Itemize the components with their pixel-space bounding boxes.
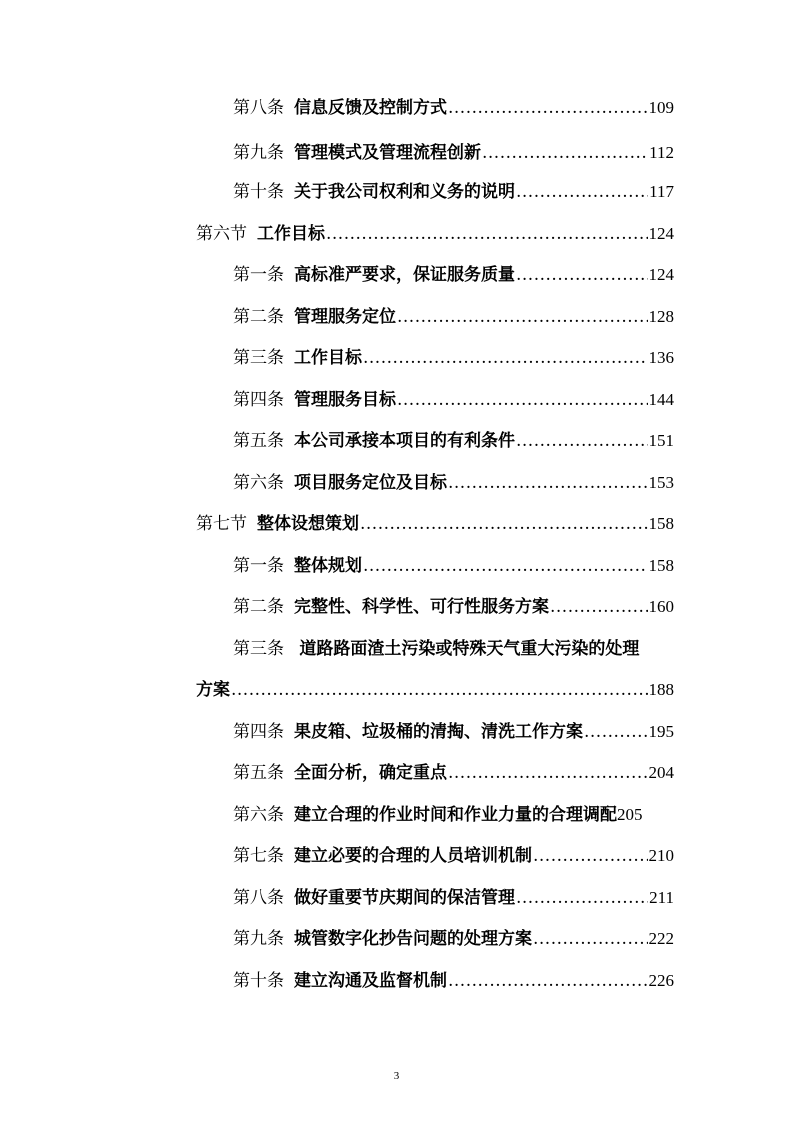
dot-leader <box>533 924 648 954</box>
toc-entry[interactable] <box>233 260 674 290</box>
dot-leader <box>360 509 648 539</box>
toc-entry-title: 建立沟通及监督机制 <box>294 971 447 991</box>
dot-leader <box>584 717 648 747</box>
toc-entry-title: 建立合理的作业时间和作业力量的合理调配 <box>294 805 617 825</box>
toc-entry-page: 204 <box>648 763 674 782</box>
toc-entry-number: 第六条 <box>233 805 284 825</box>
dot-leader <box>516 883 648 913</box>
toc-entry[interactable] <box>233 426 674 456</box>
toc-entry[interactable] <box>233 93 674 123</box>
toc-entry-page: 222 <box>648 929 674 948</box>
toc-entry[interactable] <box>233 883 674 913</box>
toc-entry-page: 153 <box>648 473 674 492</box>
dot-leader <box>516 426 648 456</box>
toc-entry-page: 205 <box>617 805 643 824</box>
toc-entry-number: 第三条 <box>233 639 284 659</box>
toc-entry[interactable] <box>233 343 674 373</box>
toc-entry[interactable] <box>233 302 674 332</box>
toc-entry-number: 第四条 <box>233 390 284 410</box>
toc-entry-title: 关于我公司权利和义务的说明 <box>294 182 515 202</box>
toc-entry-title: 完整性、科学性、可行性服务方案 <box>294 597 549 617</box>
toc-entry-page: 128 <box>648 307 674 326</box>
dot-leader <box>363 551 648 581</box>
dot-leader <box>326 219 648 249</box>
toc-entry-number: 第五条 <box>233 431 284 451</box>
toc-entry-title: 管理服务目标 <box>294 390 396 410</box>
toc-entry-page: 109 <box>648 98 674 117</box>
toc-entry-page: 158 <box>648 556 674 575</box>
toc-entry[interactable] <box>233 138 674 168</box>
toc-entry-page: 151 <box>648 431 674 450</box>
toc-entry[interactable] <box>233 717 674 747</box>
toc-entry-number: 第八条 <box>233 888 284 908</box>
toc-section-entry[interactable] <box>196 509 674 539</box>
dot-leader <box>516 260 648 290</box>
toc-entry[interactable] <box>233 841 674 871</box>
toc-entry-number: 第六条 <box>233 473 284 493</box>
toc-entry-title: 全面分析，确定重点 <box>294 763 447 783</box>
dot-leader <box>448 758 648 788</box>
dot-leader <box>516 177 648 207</box>
toc-entry-page: 210 <box>648 846 674 865</box>
toc-entry-number: 第九条 <box>233 143 284 163</box>
toc-entry[interactable] <box>233 177 674 207</box>
toc-entry-title: 做好重要节庆期间的保洁管理 <box>294 888 515 908</box>
toc-entry[interactable] <box>233 924 674 954</box>
toc-entry-title: 城管数字化抄告问题的处理方案 <box>294 929 532 949</box>
dot-leader <box>448 468 648 498</box>
toc-entry[interactable] <box>233 468 674 498</box>
toc-entry-page: 136 <box>648 348 674 367</box>
toc-entry-page: 211 <box>649 888 674 907</box>
toc-entry-page: 160 <box>648 597 674 616</box>
toc-entry-wrapped-first-line[interactable] <box>233 634 674 664</box>
dot-leader <box>397 302 648 332</box>
dot-leader <box>231 675 648 705</box>
toc-entry-number: 第一条 <box>233 265 284 285</box>
toc-entry-page: 195 <box>648 722 674 741</box>
toc-entry-number: 第八条 <box>233 98 284 118</box>
toc-section-entry[interactable] <box>196 219 674 249</box>
toc-entry-number: 第二条 <box>233 597 284 617</box>
toc-entry-number: 第一条 <box>233 556 284 576</box>
toc-entry-page: 188 <box>648 680 674 699</box>
toc-entry[interactable] <box>233 551 674 581</box>
toc-entry-title-continuation: 方案 <box>196 680 230 700</box>
page-number: 3 <box>393 1070 400 1082</box>
toc-entry-title: 信息反馈及控制方式 <box>294 98 447 118</box>
toc-entry-page: 112 <box>649 143 674 162</box>
dot-leader <box>550 592 648 622</box>
toc-entry-page: 117 <box>649 182 674 201</box>
toc-entry-number: 第十条 <box>233 971 284 991</box>
dot-leader <box>448 93 648 123</box>
toc-entry-page: 124 <box>648 224 674 243</box>
toc-entry-title: 道路路面渣土污染或特殊天气重大污染的处理 <box>299 639 640 659</box>
toc-entry-page: 144 <box>648 390 674 409</box>
toc-section-title: 整体设想策划 <box>257 514 359 534</box>
toc-entry-title: 工作目标 <box>294 348 362 368</box>
toc-entry-page: 158 <box>648 514 674 533</box>
toc-entry-title: 高标准严要求，保证服务质量 <box>294 265 515 285</box>
toc-entry-title: 建立必要的合理的人员培训机制 <box>294 846 532 866</box>
toc-entry-title: 果皮箱、垃圾桶的清掏、清洗工作方案 <box>294 722 583 742</box>
toc-entry-wrapped-continuation[interactable] <box>196 675 674 705</box>
toc-entry[interactable] <box>233 385 674 415</box>
toc-entry-title: 整体规划 <box>294 556 362 576</box>
toc-entry-title: 本公司承接本项目的有利条件 <box>294 431 515 451</box>
toc-entry[interactable] <box>233 966 674 996</box>
dot-leader <box>397 385 648 415</box>
toc-entry-title: 管理模式及管理流程创新 <box>294 143 481 163</box>
toc-section-title: 工作目标 <box>257 224 325 244</box>
toc-entry[interactable] <box>233 758 674 788</box>
toc-entry-number: 第七条 <box>233 846 284 866</box>
toc-section-number: 第七节 <box>196 514 247 534</box>
dot-leader <box>482 138 648 168</box>
toc-entry-page: 226 <box>648 971 674 990</box>
dot-leader <box>533 841 648 871</box>
toc-entry[interactable] <box>233 592 674 622</box>
toc-entry-title: 项目服务定位及目标 <box>294 473 447 493</box>
dot-leader <box>363 343 648 373</box>
toc-entry-number: 第二条 <box>233 307 284 327</box>
toc-section-number: 第六节 <box>196 224 247 244</box>
toc-entry-title: 管理服务定位 <box>294 307 396 327</box>
toc-entry-number: 第九条 <box>233 929 284 949</box>
toc-entry[interactable] <box>233 800 674 830</box>
toc-entry-number: 第三条 <box>233 348 284 368</box>
toc-entry-number: 第四条 <box>233 722 284 742</box>
dot-leader <box>448 966 648 996</box>
toc-entry-number: 第五条 <box>233 763 284 783</box>
toc-entry-page: 124 <box>648 265 674 284</box>
toc-entry-number: 第十条 <box>233 182 284 202</box>
